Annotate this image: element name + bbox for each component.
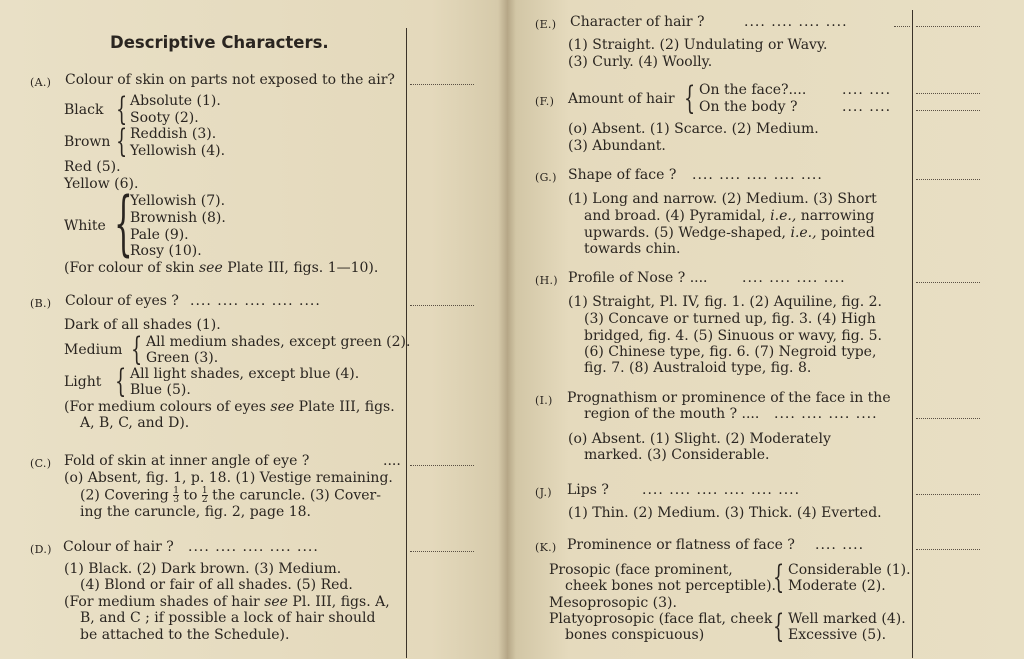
brace-medium: { bbox=[131, 330, 143, 368]
question-c: Fold of skin at inner angle of eye ? bbox=[64, 453, 310, 469]
right-answer-column-rule bbox=[912, 10, 913, 658]
question-e: Character of hair ? bbox=[570, 14, 705, 30]
opts-i-2: marked. (3) Considerable. bbox=[584, 447, 770, 463]
opts-f-1: (o) Absent. (1) Scarce. (2) Medium. bbox=[568, 121, 819, 137]
dots-b: .... .... .... .... .... bbox=[190, 293, 321, 309]
answer-blank-e[interactable] bbox=[916, 26, 980, 27]
brace-prosopic: { bbox=[773, 558, 785, 596]
section-key-e: (E.) bbox=[535, 18, 557, 31]
opt-excessive: Excessive (5). bbox=[788, 627, 887, 643]
opts-d-1: (1) Black. (2) Dark brown. (3) Medium. bbox=[64, 561, 342, 577]
note-b-2: A, B, C, and D). bbox=[80, 415, 190, 431]
label-prosopic-1: Prosopic (face prominent, bbox=[549, 562, 733, 578]
opt-all-medium: All medium shades, except green (2). bbox=[146, 334, 411, 350]
opt-green: Green (3). bbox=[146, 350, 219, 366]
opt-considerable: Considerable (1). bbox=[788, 562, 911, 578]
question-a: Colour of skin on parts not exposed to the air? bbox=[65, 72, 395, 88]
opts-f-2: (3) Abundant. bbox=[568, 138, 666, 154]
brace-platyoprosopic: { bbox=[773, 607, 785, 645]
answer-blank-e-left[interactable] bbox=[894, 26, 910, 27]
question-k: Prominence or flatness of face ? bbox=[567, 537, 795, 553]
section-key-c: (C.) bbox=[30, 457, 52, 470]
dots-h: .... .... .... .... bbox=[742, 270, 846, 286]
opt-well-marked: Well marked (4). bbox=[788, 611, 906, 627]
answer-blank-i[interactable] bbox=[916, 418, 980, 419]
answer-blank-d[interactable] bbox=[410, 551, 474, 552]
label-on-face: On the face?.... bbox=[699, 82, 807, 98]
note-d-1: (For medium shades of hair see Pl. III, figs. A, bbox=[64, 594, 390, 610]
opts-j-1: (1) Thin. (2) Medium. (3) Thick. (4) Everted. bbox=[568, 505, 882, 521]
question-g: Shape of face ? bbox=[568, 167, 677, 183]
opt-yellowish-7: Yellowish (7). bbox=[130, 193, 226, 209]
section-key-g: (G.) bbox=[535, 171, 557, 184]
book-gutter bbox=[498, 0, 516, 659]
answer-blank-c[interactable] bbox=[410, 465, 474, 466]
question-h: Profile of Nose ? .... bbox=[568, 270, 708, 286]
section-key-h: (H.) bbox=[535, 274, 558, 287]
answer-blank-k[interactable] bbox=[916, 549, 980, 550]
question-d: Colour of hair ? bbox=[63, 539, 174, 555]
opts-g-4: towards chin. bbox=[584, 241, 681, 257]
dots-j: .... .... .... .... .... .... bbox=[642, 482, 801, 498]
opt-moderate: Moderate (2). bbox=[788, 578, 886, 594]
opts-g-3: upwards. (5) Wedge-shaped, i.e., pointed bbox=[584, 225, 875, 241]
section-key-b: (B.) bbox=[30, 297, 52, 310]
opts-i-1: (o) Absent. (1) Slight. (2) Moderately bbox=[568, 431, 831, 447]
brace-brown: { bbox=[116, 122, 128, 160]
note-d-3: be attached to the Schedule). bbox=[80, 627, 290, 643]
section-key-d: (D.) bbox=[30, 543, 52, 556]
section-key-f: (F.) bbox=[535, 95, 555, 108]
opts-h-5: fig. 7. (8) Australoid type, fig. 8. bbox=[584, 360, 812, 376]
section-key-k: (K.) bbox=[535, 541, 557, 554]
dots-i: .... .... .... .... bbox=[774, 406, 878, 422]
dots-g: .... .... .... .... .... bbox=[692, 167, 823, 183]
opt-rosy: Rosy (10). bbox=[130, 243, 202, 259]
brace-amount-hair: { bbox=[684, 79, 696, 117]
brace-black: { bbox=[116, 90, 128, 128]
opt-pale: Pale (9). bbox=[130, 227, 189, 243]
opt-mesoprosopic: Mesoprosopic (3). bbox=[549, 595, 677, 611]
opt-all-light: All light shades, except blue (4). bbox=[130, 366, 360, 382]
opts-e-1: (1) Straight. (2) Undulating or Wavy. bbox=[568, 37, 828, 53]
note-b-1: (For medium colours of eyes see Plate III, figs. bbox=[64, 399, 395, 415]
answer-blank-h[interactable] bbox=[916, 282, 980, 283]
opt-sooty: Sooty (2). bbox=[130, 110, 199, 126]
question-b: Colour of eyes ? bbox=[65, 293, 179, 309]
brace-white: { bbox=[114, 182, 133, 264]
label-platyoprosopic-2: bones conspicuous) bbox=[565, 627, 705, 643]
question-j: Lips ? bbox=[567, 482, 609, 498]
dots-k: .... .... bbox=[815, 537, 865, 553]
label-light: Light bbox=[64, 374, 102, 390]
dots-on-face: .... .... bbox=[842, 82, 892, 98]
opts-h-3: bridged, fig. 4. (5) Sinuous or wavy, fig. 5. bbox=[584, 328, 882, 344]
opts-c-1: (o) Absent, fig. 1, p. 18. (1) Vestige remaining. bbox=[64, 470, 393, 486]
label-prosopic-2: cheek bones not perceptible). bbox=[565, 578, 776, 594]
opt-blue: Blue (5). bbox=[130, 382, 191, 398]
opts-h-2: (3) Concave or turned up, fig. 3. (4) High bbox=[584, 311, 876, 327]
note-d-2: B, and C ; if possible a lock of hair should bbox=[80, 610, 376, 626]
section-key-a: (A.) bbox=[30, 76, 52, 89]
opts-d-2: (4) Blond or fair of all shades. (5) Red. bbox=[80, 577, 353, 593]
opt-absolute: Absolute (1). bbox=[130, 93, 221, 109]
dots-c: .... bbox=[383, 453, 401, 469]
answer-blank-j[interactable] bbox=[916, 494, 980, 495]
label-platyoprosopic-1: Platyoprosopic (face flat, cheek bbox=[549, 611, 773, 627]
opts-h-4: (6) Chinese type, fig. 6. (7) Negroid type, bbox=[584, 344, 877, 360]
opt-red: Red (5). bbox=[64, 159, 121, 175]
opts-h-1: (1) Straight, Pl. IV, fig. 1. (2) Aquiline, fig. 2. bbox=[568, 294, 882, 310]
label-white: White bbox=[64, 218, 106, 234]
page-heading: Descriptive Characters. bbox=[110, 33, 329, 52]
section-key-j: (J.) bbox=[535, 486, 552, 499]
opt-yellowish-4: Yellowish (4). bbox=[130, 143, 226, 159]
dots-e: .... .... .... .... bbox=[744, 14, 848, 30]
answer-blank-f-body[interactable] bbox=[916, 110, 980, 111]
answer-blank-b[interactable] bbox=[410, 305, 474, 306]
label-black: Black bbox=[64, 102, 104, 118]
question-i: Prognathism or prominence of the face in the bbox=[567, 390, 891, 406]
label-on-body: On the body ? bbox=[699, 99, 798, 115]
note-a: (For colour of skin see Plate III, figs. 1—10). bbox=[64, 260, 379, 276]
answer-blank-a[interactable] bbox=[410, 84, 474, 85]
opts-c-3: ing the caruncle, fig. 2, page 18. bbox=[80, 504, 311, 520]
section-key-i: (I.) bbox=[535, 394, 553, 407]
opts-c-2: (2) Covering $\frac{1}{3}$ to $\frac{1}{2}$ the caruncle. (3) Cover- bbox=[80, 486, 381, 505]
answer-blank-g[interactable] bbox=[916, 179, 980, 180]
opts-e-2: (3) Curly. (4) Woolly. bbox=[568, 54, 713, 70]
opt-yellow: Yellow (6). bbox=[64, 176, 139, 192]
label-brown: Brown bbox=[64, 134, 111, 150]
question-f: Amount of hair bbox=[568, 91, 675, 107]
brace-light: { bbox=[115, 362, 127, 400]
opt-reddish: Reddish (3). bbox=[130, 126, 217, 142]
dots-on-body: .... .... bbox=[842, 99, 892, 115]
opts-g-2: and broad. (4) Pyramidal, i.e., narrowing bbox=[584, 208, 875, 224]
opt-brownish: Brownish (8). bbox=[130, 210, 226, 226]
opt-dark: Dark of all shades (1). bbox=[64, 317, 221, 333]
opts-g-1: (1) Long and narrow. (2) Medium. (3) Short bbox=[568, 191, 877, 207]
label-medium: Medium bbox=[64, 342, 123, 358]
dots-d: .... .... .... .... .... bbox=[188, 539, 319, 555]
question-i-2: region of the mouth ? .... bbox=[584, 406, 760, 422]
answer-blank-f-face[interactable] bbox=[916, 93, 980, 94]
